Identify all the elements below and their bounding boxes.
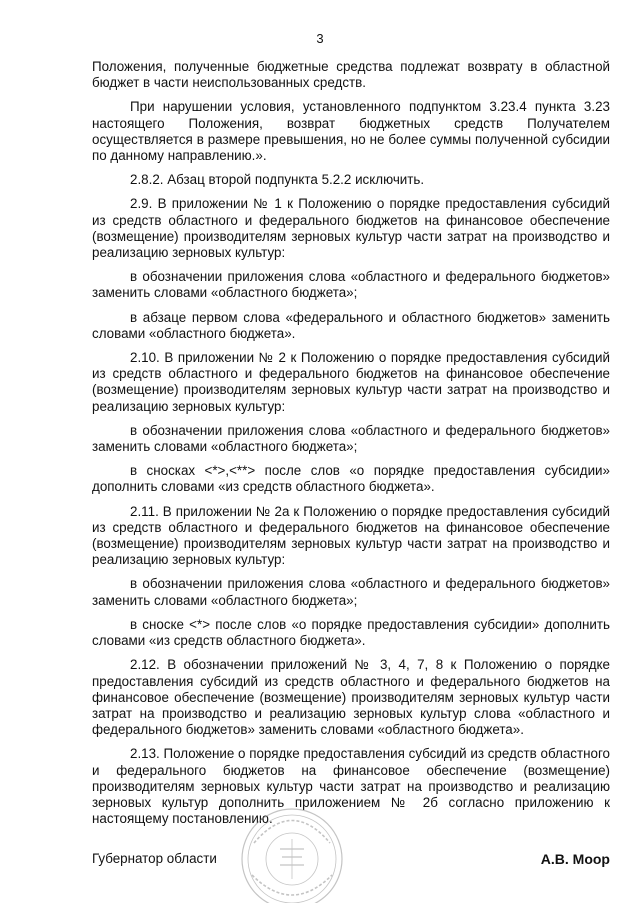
paragraph-2-12: 2.12. В обозначении приложений № 3, 4, 7, 8 к Положению о порядке предоставления субсидий из средств областного и федерального бюджетов на финансовое обеспечение (возмещение) производителям зерновых культур части затрат на производство и реализацию зерновых культур слова «областного и федерального бюджетов» заменить словами «областного бюджета». (92, 657, 610, 738)
paragraph-2-9-item-2: в абзаце первом слова «федерального и областного бюджетов» заменить словами «областного бюджета». (92, 309, 610, 341)
paragraph-2-11-item-2: в сноске <*> после слов «о порядке предоставления субсидии» дополнить словами «из средств областного бюджета». (92, 616, 610, 649)
paragraph-2-10-item-1: в обозначении приложения слова «областного и федерального бюджетов» заменить словами «областного бюджета»; (92, 422, 610, 455)
signature-block (92, 851, 610, 871)
paragraph-2-13: 2.13. Положение о порядке предоставления субсидий из средств областного и федерального бюджетов на финансовое обеспечение (возмещение) производителям зерновых культур части затрат на производство и реализацию зерновых культур дополнить приложением № 2б согласно приложению к настоящему постановлению. (92, 746, 610, 827)
paragraph-violation-clause: При нарушении условия, установленного подпунктом 3.23.4 пункта 3.23 настоящего Положения, возврат бюджетных средств Получателем осуществляется в размере превышения, но не более суммы полученной субсидии по данному направлению.». (92, 99, 610, 164)
paragraph-2-10: 2.10. В приложении № 2 к Положению о порядке предоставления субсидий из средств областного и федерального бюджетов на финансовое обеспечение (возмещение) производителям зерновых культур части затрат на производство и реализацию зерновых культур: (92, 350, 610, 414)
page-number: 3 (316, 31, 324, 46)
paragraph-2-10-item-2: в сносках <*>,<**> после слов «о порядке предоставления субсидии» дополнить словами «из средств областного бюджета». (92, 463, 610, 495)
signatory-role: Губернатор области (92, 851, 217, 866)
paragraph-2-9: 2.9. В приложении № 1 к Положению о порядке предоставления субсидий из средств областного и федерального бюджетов на финансовое обеспечение (возмещение) производителям зерновых культур части затрат на производство и реализацию зерновых культур: (92, 196, 610, 261)
paragraph-continuation: Положения, полученные бюджетные средства подлежат возврату в областной бюджет в части неиспользованных средств. (92, 59, 610, 91)
document-body (92, 59, 610, 835)
paragraph-2-11: 2.11. В приложении № 2а к Положению о порядке предоставления субсидий из средств областного и федерального бюджетов на финансовое обеспечение (возмещение) производителям зерновых культур части затрат на производство и реализацию зерновых культур: (92, 503, 610, 568)
signatory-name: А.В. Моор (540, 851, 610, 867)
paragraph-2-11-item-1: в обозначении приложения слова «областного и федерального бюджетов» заменить словами «областного бюджета»; (92, 576, 610, 608)
paragraph-2-9-item-1: в обозначении приложения слова «областного и федерального бюджетов» заменить словами «областного бюджета»; (92, 269, 610, 301)
official-stamp-icon (232, 803, 350, 903)
paragraph-2-8-2: 2.8.2. Абзац второй подпункта 5.2.2 исключить. (130, 172, 425, 188)
